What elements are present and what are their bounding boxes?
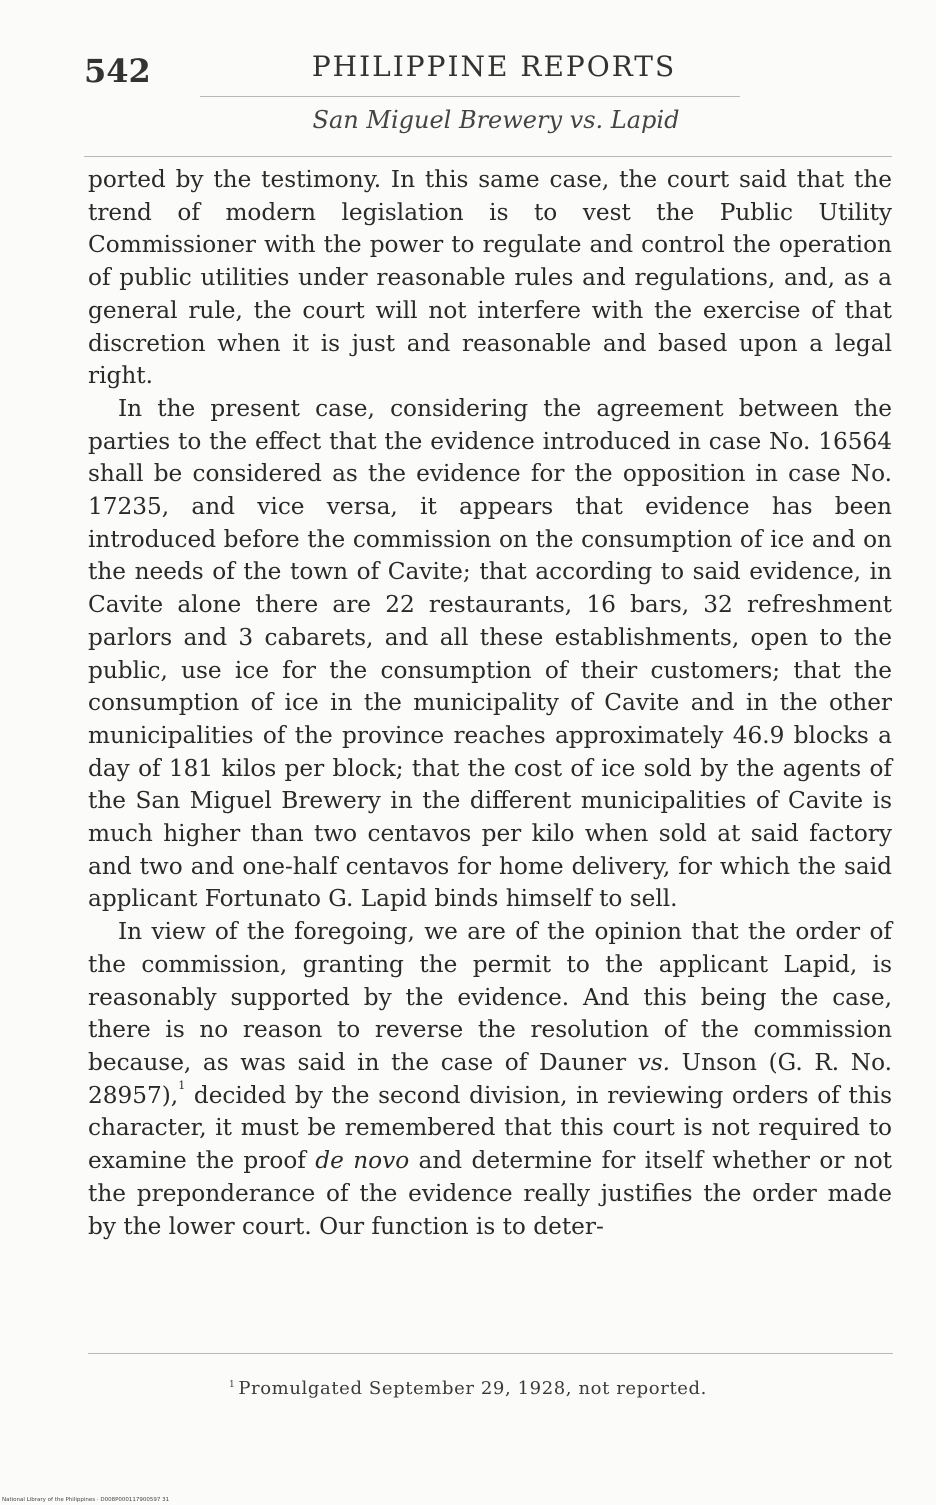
body-text — [88, 164, 892, 1243]
versus-italic: vs. — [637, 1048, 671, 1076]
paragraph-3-part-1: In view of the foregoing, we are of the opinion that the order of the commission, granting the permit to the applicant Lapid, is reasonably supported by the evidence. And this being the case, there is no reason to reverse the resolution of the commission because, as was said in the case of Dauner — [88, 918, 892, 1076]
footnote-reference: 1 — [178, 1078, 186, 1092]
paragraph-3-part-3: decided by the second division, in reviewing orders of this character, it must be remembered that this court is not required to examine the proof — [88, 1081, 892, 1175]
footnote-rule — [88, 1353, 893, 1354]
header-rule — [84, 156, 892, 157]
paragraph-3 — [88, 916, 892, 1243]
page-number: 542 — [84, 52, 151, 90]
case-caption: San Miguel Brewery vs. Lapid — [312, 106, 680, 134]
running-title: PHILIPPINE REPORTS — [311, 50, 677, 83]
footnote-mark: 1 — [229, 1380, 236, 1390]
footnote-text: Promulgated September 29, 1928, not reported. — [238, 1378, 707, 1399]
paragraph-3-part-4: and determine for itself whether or not the preponderance of the evidence really justifies the order made by the lower court. Our function is to deter- — [88, 1147, 892, 1240]
paragraph-3-part-2: Unson (G. R. No. 28957), — [88, 1048, 893, 1109]
footnote — [0, 1378, 936, 1399]
paragraph-1: ported by the testimony. In this same case, the court said that the trend of modern legislation is to vest the Public Utility Commissioner with the power to regulate and control the operation of public utilities under reasonable rules and regulations, and, as a general rule, the court will not interfere with the exercise of that discretion when it is just and reasonable and based upon a legal right. — [88, 166, 892, 390]
de-novo-italic: de novo — [315, 1147, 410, 1175]
paragraph-2: In the present case, considering the agreement between the parties to the effect that the evidence introduced in case No. 16564 shall be considered as the evidence for the opposition in case No. 17235, and vice versa, it appears that evidence has been introduced before the commission on the consumption of ice and on the needs of the town of Cavite; that according to said evidence, in Cavite alone there are 22 restaurants, 16 bars, 32 refreshment parlors and 3 cabarets, and all these establishments, open to the public, use ice for the consumption of their customers; that the consumption of ice in the municipality of Cavite and in the other municipalities of the province reaches approximately 46.9 blocks a day of 181 kilos per block; that the cost of ice sold by the agents of the San Miguel Brewery in the different municipalities of Cavite is much higher than two centavos per kilo when sold at said factory and two and one-half centavos for home delivery, for which the said applicant Fortunato G. Lapid binds himself to sell. — [88, 394, 892, 913]
scan-credit: National Library of the Philippines · D008P000117900597 31 — [2, 1497, 170, 1503]
top-rule — [200, 96, 740, 97]
